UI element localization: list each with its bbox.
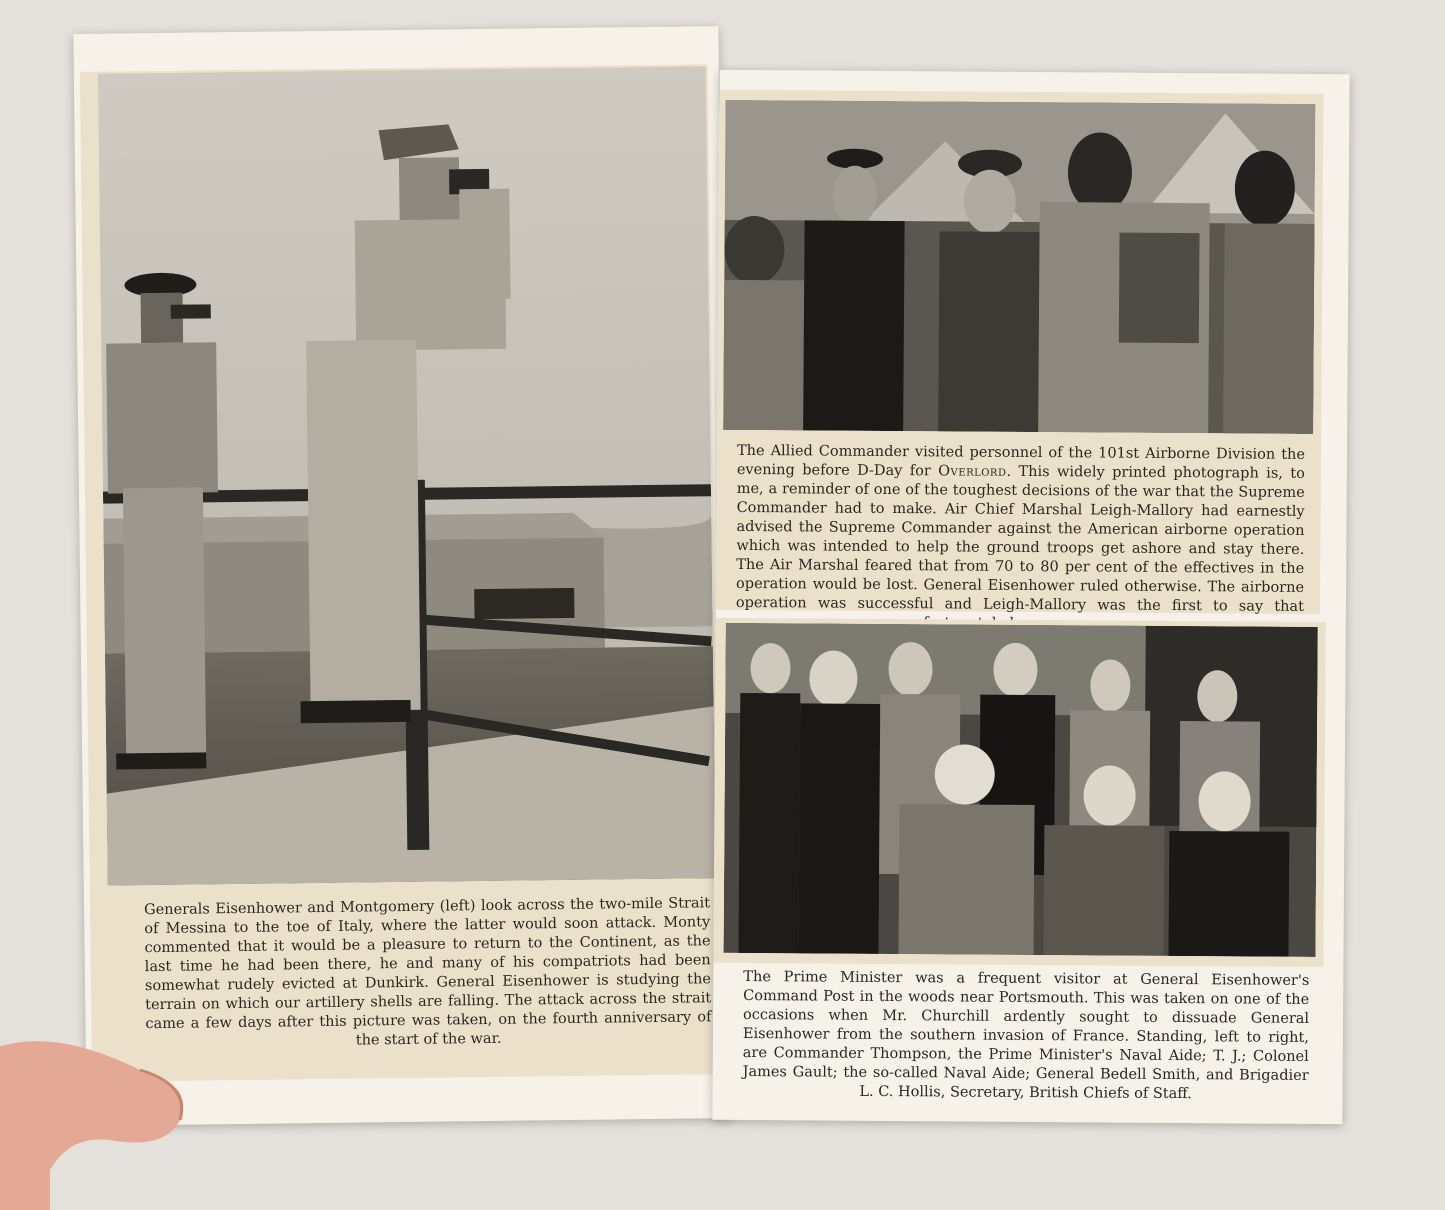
left-page — [73, 26, 731, 1126]
group-portrait-scene — [724, 623, 1318, 957]
binoculars-scene — [98, 66, 716, 885]
left-photo-caption: Generals Eisenhower and Montgomery (left) look across the two-mile Strait of Messina to the toe of Italy, where the latter would soon attack. Monty commented that it would be a pleasure to return to the Continent, as the last time he had been there, he and many of his compatriots had been somewhat rudely evicted at Dunkirk. General Eisenhower is studying the terrain on which our artillery shells are falling. The attack across the strait came a few days after this picture was taken, on the fourth anniversary of the start of the war. — [143, 895, 712, 1049]
airborne-division-photo — [723, 100, 1315, 434]
generals-binoculars-photo — [98, 66, 716, 885]
hand-illustration — [0, 1030, 200, 1210]
airborne-scene — [723, 100, 1315, 434]
top-caption-text-1: The Allied Commander visited personnel of the 101st Airborne Division the evening before D-Day for — [736, 442, 1306, 480]
bottom-photo-caption: The Prime Minister was a frequent visitor at General Eisenhower's Command Post in the woods near Portsmouth. This was taken on one of the occasions when Mr. Churchill ardently sought to dissuade General Eisenhower from the southern invasion of France. Standing, left to right, are Commander Thompson, the Prime Minister's Naval Aide; T. J.; Colonel James Gault; the so-called Naval Aide; General Bedell Smith, and Brigadier L. C. Hollis, Secretary, British Chiefs of Staff. — [742, 969, 1310, 1103]
overlord-codename: Overlord — [938, 463, 1007, 480]
top-photo-caption — [736, 442, 1305, 636]
top-caption-text-2: . This widely printed photograph is, to me, a reminder of one of the toughest decisions of the war that the Supreme Commander had to make. Air Chief Marshal Leigh-Mallory had earnestly advised the Supreme Commander against the American airborne operation which was intended to help the ground troops get ashore and stay there. The Air Marshal feared that from 70 to 80 per cent of the effectives in the operation would be lost. General Eisenhower ruled otherwise. The airborne operation was successful and Leigh-Mallory was the first to say that — [735, 463, 1305, 615]
right-page — [712, 70, 1349, 1124]
churchill-group-photo — [724, 623, 1318, 957]
